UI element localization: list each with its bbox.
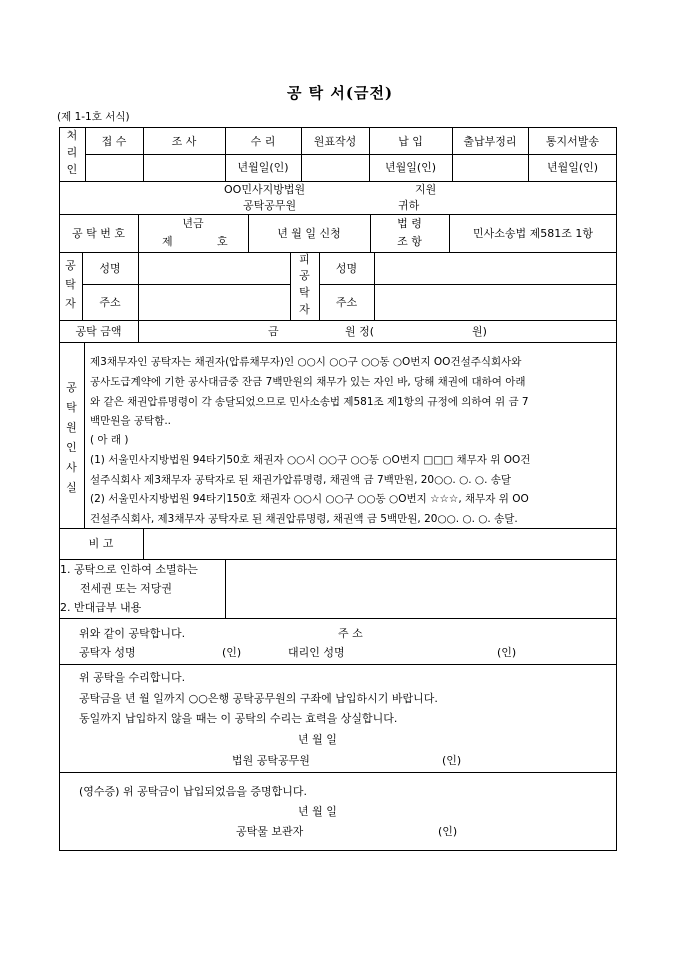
cause-line-6: (1) 서울민사지방법원 94타기50호 채권자 ○○시 ○○구 ○○동 ○O번지 □□□ 채무자 위 OO건 <box>90 454 531 466</box>
extinguish-item2: 2. 반대급부 내용 <box>60 601 142 614</box>
header-payment: 납 입 <box>398 135 423 148</box>
receipt-seal: (인) <box>438 825 458 838</box>
depositee-label-2: 공 <box>299 269 310 282</box>
depositee-address-label: 주소 <box>335 296 358 309</box>
remarks-label: 비 고 <box>88 537 114 550</box>
acceptance-line-1: 위 공탁을 수리합니다. <box>79 671 186 684</box>
extinguish-item1-a: 1. 공탁으로 인하여 소멸하는 <box>60 563 198 576</box>
court-name: OO민사지방법원 <box>224 183 306 196</box>
cause-label-6: 실 <box>66 481 77 494</box>
header-ledger-creation: 원표작성 <box>313 135 357 148</box>
receipt-keeper: 공탁물 보관자 <box>236 825 304 838</box>
cause-label-4: 인 <box>66 441 77 454</box>
cause-line-8: (2) 서울민사지방법원 94타기150호 채권자 ○○시 ○○구 ○○동 ○O번지 ☆☆☆, 채무자 위 OO <box>90 493 529 505</box>
processor-label-1: 처 <box>66 129 78 142</box>
no-label-left: 제 <box>162 235 173 248</box>
honorific: 귀하 <box>398 199 420 212</box>
header-notice-sent: 통지서발송 <box>545 135 600 148</box>
extinguish-item1-b: 전세권 또는 저당권 <box>80 582 173 595</box>
date-payment: 년월일(인) <box>384 161 437 174</box>
depositor-label-1: 공 <box>65 259 76 272</box>
no-label-right: 호 <box>217 235 228 248</box>
cause-line-3: 와 같은 채권압류명령이 각 송달되었으므로 민사소송법 제581조 제1항의 규정에 의하여 위 금 7 <box>90 396 529 408</box>
amount-won-jeong: 원 정( <box>345 325 375 338</box>
law-label-2: 조 항 <box>397 235 422 248</box>
header-investigation: 조 사 <box>171 135 197 148</box>
header-cashbook: 출납부정리 <box>463 135 517 148</box>
cause-line-5: ( 아 래 ) <box>90 434 129 446</box>
depositor-name-sign: 공탁자 성명 <box>79 646 136 659</box>
cause-line-1: 제3채무자인 공탁자는 채권자(압류채무자)인 ○○시 ○○구 ○○동 ○O번지 OO건설주식회사와 <box>90 356 522 368</box>
depositee-label-1: 피 <box>299 253 310 266</box>
agent-name-sign: 대리인 성명 <box>288 646 345 659</box>
cause-label-5: 사 <box>66 461 77 474</box>
amount-label: 공탁 금액 <box>75 325 122 338</box>
depositee-label-3: 탁 <box>299 286 310 299</box>
cause-label-3: 원 <box>66 421 77 434</box>
declaration-line: 위와 같이 공탁합니다. <box>79 627 186 640</box>
depositor-seal: (인) <box>222 646 242 659</box>
amount-won-close: 원) <box>472 325 487 338</box>
amount-unit: 금 <box>268 325 279 338</box>
agent-seal: (인) <box>497 646 517 659</box>
form-number: (제 1-1호 서식) <box>57 111 130 123</box>
date-acceptance: 년월일(인) <box>237 161 289 174</box>
document-title: 공 탁 서(금전) <box>286 84 394 102</box>
depositor-address-label: 주소 <box>99 296 121 309</box>
receipt-date: 년 월 일 <box>298 805 337 818</box>
header-acceptance: 수 리 <box>250 135 276 148</box>
date-notice: 년월일(인) <box>546 161 599 174</box>
processor-label-2: 리 <box>66 146 78 159</box>
receipt-line: (영수증) 위 공탁금이 납입되었음을 증명합니다. <box>79 785 307 798</box>
acceptance-officer: 법원 공탁공무원 <box>232 754 310 767</box>
cause-line-9: 건설주식회사, 제3채무자 공탁자로 된 채권압류명령, 채권액 금 5백만원, 20○○. ○. ○. 송달. <box>90 513 518 525</box>
cause-line-4: 백만원을 공탁함.. <box>90 415 172 427</box>
cause-label-1: 공 <box>66 381 77 394</box>
processor-label-3: 인 <box>66 163 78 176</box>
acceptance-line-2: 공탁금을 년 월 일까지 ○○은행 공탁공무원의 구좌에 납입하시기 바랍니다. <box>79 692 438 705</box>
header-receipt: 접 수 <box>101 135 127 148</box>
depositee-name-label: 성명 <box>335 262 358 275</box>
declaration-address-label: 주 소 <box>338 627 363 640</box>
cause-line-2: 공사도급계약에 기한 공사대금중 잔금 7백만원의 채무가 있는 자인 바, 당해 채권에 대하여 아래 <box>90 376 526 388</box>
depositor-label-2: 탁 <box>65 278 76 291</box>
application-date-label: 년 월 일 신청 <box>277 227 341 240</box>
acceptance-seal: (인) <box>442 754 462 767</box>
law-value: 민사소송법 제581조 1항 <box>473 227 593 240</box>
deposit-number-label: 공 탁 번 호 <box>72 227 125 240</box>
acceptance-line-3: 동일까지 납입하지 않을 때는 이 공탁의 수리는 효력을 상실합니다. <box>79 712 398 725</box>
acceptance-date: 년 월 일 <box>298 733 337 746</box>
depositor-label-3: 자 <box>65 297 76 310</box>
depositor-name-label: 성명 <box>99 262 121 275</box>
cause-line-7: 설주식회사 제3채무자 공탁자로 된 채권가압류명령, 채권액 금 7백만원, 20○○. ○. ○. 송달 <box>90 474 512 486</box>
cause-label-2: 탁 <box>66 401 77 414</box>
branch-label: 지원 <box>415 183 437 196</box>
depositee-label-4: 자 <box>299 303 310 316</box>
year-label: 년금 <box>182 217 204 230</box>
law-label-1: 법 령 <box>397 217 422 230</box>
deposit-officer: 공탁공무원 <box>243 199 297 212</box>
